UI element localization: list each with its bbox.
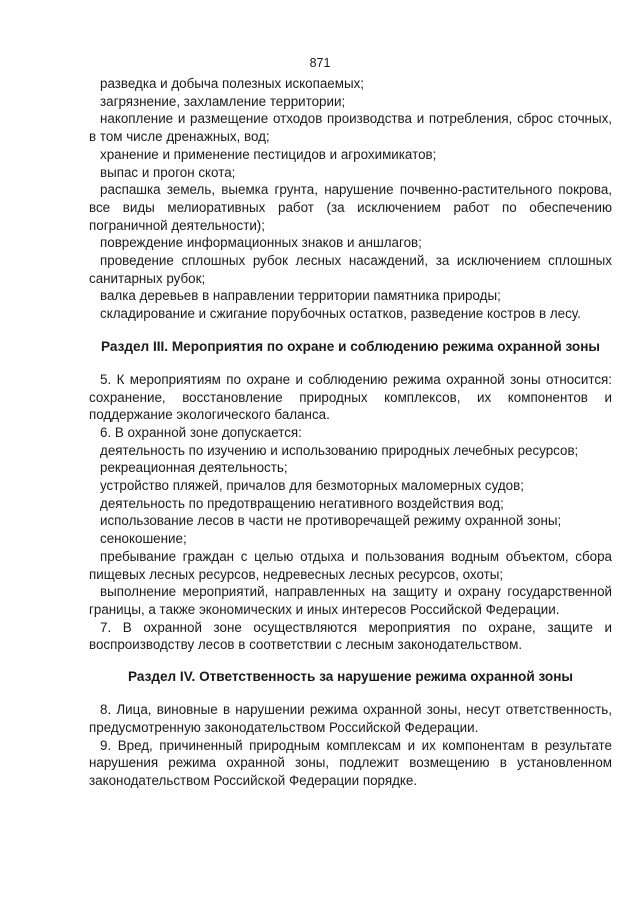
list-item: деятельность по изучению и использованию природных лечебных ресурсов;	[100, 442, 579, 458]
document-body	[89, 75, 612, 790]
list-item: сенокошение;	[100, 531, 187, 547]
section-3-body	[89, 371, 612, 654]
section-heading-3: Раздел III. Мероприятия по охране и соблюдению режима охранной зоны	[100, 338, 601, 354]
paragraph: 8. Лица, виновные в нарушении режима охранной зоны, несут ответственность, предусмотренную законодательством Российской Федерации.	[89, 702, 612, 735]
list-item: валка деревьев в направлении территории памятника природы;	[100, 288, 501, 304]
page-number: 871	[309, 56, 331, 70]
paragraph: 5. К мероприятиям по охране и соблюдению режима охранной зоны относится: сохранение, восстановление природных комплексов, их компонентов и поддержание экологического баланса.	[89, 371, 612, 423]
list-item: использование лесов в части не противоречащей режиму охранной зоны;	[100, 513, 562, 529]
list-item: проведение сплошных рубок лесных насаждений, за исключением сплошных санитарных рубок;	[89, 253, 612, 286]
list-item: распашка земель, выемка грунта, нарушение почвенно-растительного покрова, все виды мелиоративных работ (за исключением работ по обеспечению пограничной деятельности);	[89, 182, 612, 233]
list-item: рекреационная деятельность;	[100, 460, 288, 476]
list-item: деятельность по предотвращению негативного воздействия вод;	[100, 495, 504, 511]
paragraph: 6. В охранной зоне допускается:	[100, 424, 302, 440]
list-item: складирование и сжигание порубочных остатков, разведение костров в лесу.	[100, 306, 581, 322]
list-item: разведка и добыча полезных ископаемых;	[100, 76, 365, 91]
list-item: хранение и применение пестицидов и агрохимикатов;	[100, 146, 437, 162]
list-item: накопление и размещение отходов производства и потребления, сброс сточных, в том числе дренажных, вод;	[89, 111, 612, 145]
section-heading-4: Раздел IV. Ответственность за нарушение режима охранной зоны	[127, 669, 574, 685]
list-item: повреждение информационных знаков и аншлагов;	[100, 235, 422, 251]
list-item: выполнение мероприятий, направленных на защиту и охрану государственной границы, а также экономических и иных интересов Российской Федерации.	[89, 584, 612, 617]
paragraph: 9. Вред, причиненный природным комплексам и их компонентам в результате нарушения режима охранной зоны, подлежит возмещению в установленном законодательством Российской Федерации порядке.	[89, 737, 612, 788]
list-item: выпас и прогон скота;	[100, 164, 236, 180]
prohibited-activities-list	[89, 75, 612, 323]
paragraph: 7. В охранной зоне осуществляются мероприятия по охране, защите и воспроизводству лесов в соответствии с лесным законодательством.	[89, 619, 612, 653]
list-item: загрязнение, захламление территории;	[100, 93, 346, 109]
section-4-body	[89, 701, 612, 790]
list-item: устройство пляжей, причалов для безмоторных маломерных судов;	[100, 478, 524, 494]
list-item: пребывание граждан с целью отдыха и пользования водным объектом, сбора пищевых лесных ресурсов, недревесных лесных ресурсов, охоты;	[89, 548, 612, 582]
